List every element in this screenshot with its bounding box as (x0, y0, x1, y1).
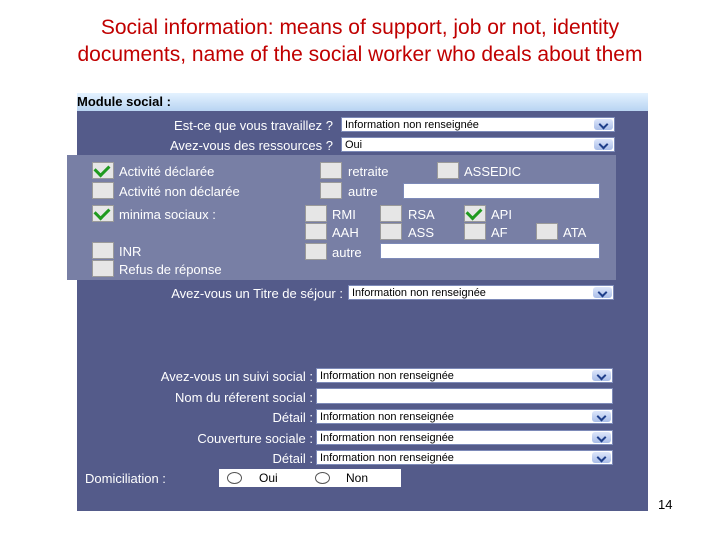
autre-checkbox-2[interactable] (305, 243, 327, 260)
slide-title (0, 14, 720, 68)
af-checkbox[interactable] (464, 223, 486, 240)
rsa-label: RSA (408, 207, 435, 222)
api-label: API (491, 207, 512, 222)
titre-sejour-value: Information non renseignée (352, 287, 486, 299)
af-label: AF (491, 225, 508, 240)
autre-checkbox-1[interactable] (320, 182, 342, 199)
activite-non-declaree-checkbox[interactable] (92, 182, 114, 199)
referent-social-value (317, 393, 320, 405)
chevron-down-icon[interactable] (593, 287, 612, 298)
work-select-value: Information non renseignée (345, 119, 479, 131)
chevron-down-icon[interactable] (594, 139, 613, 150)
autre-input-1[interactable] (403, 183, 600, 199)
autre-input-2[interactable] (380, 243, 600, 259)
autre-label-2: autre (332, 245, 362, 260)
rmi-checkbox[interactable] (305, 205, 327, 222)
refus-checkbox[interactable] (92, 260, 114, 277)
retraite-checkbox[interactable] (320, 162, 342, 179)
rmi-label: RMI (332, 207, 356, 222)
ata-label: ATA (563, 225, 587, 240)
rsa-checkbox[interactable] (380, 205, 402, 222)
retraite-label: retraite (348, 164, 389, 179)
page-number: 14 (658, 497, 673, 512)
suivi-social-value: Information non renseignée (320, 370, 454, 382)
detail-select-2[interactable] (316, 450, 613, 465)
checkmark-icon (466, 204, 483, 221)
activite-declaree-checkbox[interactable] (92, 162, 114, 179)
titre-sejour-label: Avez-vous un Titre de séjour : (171, 286, 343, 301)
inr-label: INR (119, 244, 142, 259)
detail-label-1: Détail : (272, 410, 313, 425)
domiciliation-label: Domiciliation : (85, 471, 166, 486)
activite-declaree-label: Activité déclarée (119, 164, 215, 179)
domiciliation-non-radio[interactable] (315, 472, 330, 484)
aah-checkbox[interactable] (305, 223, 327, 240)
domiciliation-oui-label: Oui (259, 471, 278, 485)
chevron-down-icon[interactable] (592, 370, 611, 381)
work-select[interactable] (341, 117, 615, 132)
social-module-panel (77, 93, 648, 511)
titre-sejour-select[interactable] (348, 285, 614, 300)
work-question-label: Est-ce que vous travaillez ? (174, 118, 333, 133)
resources-group (67, 155, 616, 280)
suivi-social-label: Avez-vous un suivi social : (160, 369, 313, 384)
ata-checkbox[interactable] (536, 223, 558, 240)
minima-sociaux-label: minima sociaux : (119, 207, 216, 222)
aah-label: AAH (332, 225, 359, 240)
couverture-sociale-select[interactable] (316, 430, 613, 445)
checkmark-icon (94, 161, 111, 178)
resources-question-label: Avez-vous des ressources ? (169, 138, 333, 153)
referent-social-label: Nom du réferent social : (174, 390, 313, 405)
resources-select[interactable] (341, 137, 615, 152)
module-header (77, 93, 648, 111)
domiciliation-oui-radio[interactable] (227, 472, 242, 484)
refus-label: Refus de réponse (119, 262, 222, 277)
module-header-label: Module social : (77, 94, 171, 109)
domiciliation-radio-group (219, 469, 401, 487)
slide-title-line-1: Social information: means of support, job or not, identity (100, 16, 620, 39)
detail-label-2: Détail : (272, 451, 313, 466)
couverture-sociale-label: Couverture sociale : (197, 431, 313, 446)
resources-select-value: Oui (345, 139, 363, 151)
assedic-checkbox[interactable] (437, 162, 459, 179)
slide-title-line-2: documents, name of the social worker who deals about them (77, 43, 643, 66)
domiciliation-non-label: Non (346, 471, 369, 485)
minima-sociaux-checkbox[interactable] (92, 205, 114, 222)
detail-select-1[interactable] (316, 409, 613, 424)
checkmark-icon (94, 204, 111, 221)
activite-non-declaree-label: Activité non déclarée (119, 184, 240, 199)
chevron-down-icon[interactable] (592, 411, 611, 422)
suivi-social-select[interactable] (316, 368, 613, 383)
inr-checkbox[interactable] (92, 242, 114, 259)
couverture-sociale-value: Information non renseignée (320, 432, 454, 444)
autre-label-1: autre (348, 184, 378, 199)
detail-value-1: Information non renseignée (320, 411, 454, 423)
referent-social-input[interactable] (316, 388, 613, 404)
chevron-down-icon[interactable] (592, 432, 611, 443)
chevron-down-icon[interactable] (594, 119, 613, 130)
ass-label: ASS (408, 225, 435, 240)
detail-value-2: Information non renseignée (320, 452, 454, 464)
assedic-label: ASSEDIC (464, 164, 522, 179)
chevron-down-icon[interactable] (592, 452, 611, 463)
api-checkbox[interactable] (464, 205, 486, 222)
ass-checkbox[interactable] (380, 223, 402, 240)
